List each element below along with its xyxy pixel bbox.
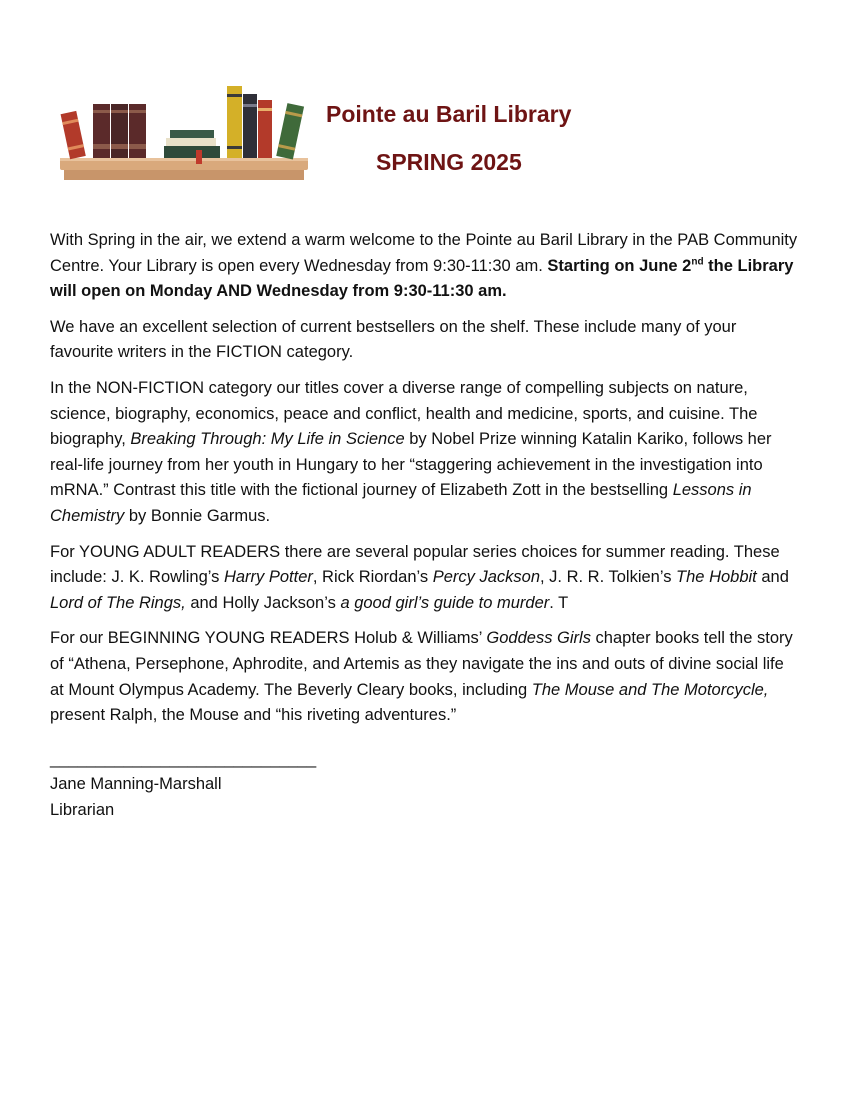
ya-text: and Holly Jackson’s [185,593,341,612]
page-title: Pointe au Baril Library [326,101,572,127]
signature-role: Librarian [50,800,115,819]
signature-line: _____________________________ [50,749,317,768]
intro-paragraph [50,228,802,305]
ya-text: , Rick Riordan’s [312,568,433,587]
fiction-paragraph: We have an excellent selection of current bestsellers on the shelf. These include many of your favourite writers in the FICTION category. [50,317,737,362]
beginning-text: chapter books tell the story of “Athena, Persephone, Aphrodite, and Artemis as they navigate the ins and outs of divine social life at Mount Olympus Academy. The Beverly Cleary books, including [50,629,793,699]
ya-text: , J. R. R. Tolkien’s [540,568,677,587]
book-title: a good girl’s guide to murder [340,593,550,612]
nonfiction-text: In the NON-FICTION category our titles cover a diverse range of compelling subjects on nature, science, biography, economics, peace and conflict, health and medicine, sports, and cuisine. The biography, [50,378,758,449]
book-title: Harry Potter [223,568,313,587]
page-subtitle: SPRING 2025 [376,149,522,175]
nonfiction-text: by Bonnie Garmus. [124,506,271,525]
signature-name: Jane Manning-Marshall [50,775,222,794]
ya-text: and [756,568,789,587]
bookshelf-icon [56,80,312,186]
beginning-readers-paragraph [50,626,802,728]
nonfiction-text: by Nobel Prize winning Katalin Kariko, follows her real-life journey from her youth in Hungary to her “staggering achievement in the investigation into mRNA.” Contrast this title with the fictional journey of Elizabeth Zott in the bestselling [50,430,772,500]
intro-text: With Spring in the air, we extend a warm welcome to the Pointe au Baril Library in the PAB Community Centre. Your Library is open every Wednesday from 9:30-11:30 am. [50,231,798,275]
book-title: Lord of The Rings, [50,593,186,612]
book-title: Lessons in Chemistry [50,481,752,525]
letter-body [50,228,802,823]
book-title: Percy Jackson [432,568,541,587]
book-title: The Mouse and The Motorcycle, [531,680,769,699]
book-title: Goddess Girls [486,629,591,648]
nonfiction-paragraph [50,376,802,530]
ya-text: For YOUNG ADULT READERS there are several popular series choices for summer reading. These include: J. K. Rowling’s [50,542,780,587]
young-adult-paragraph [50,540,802,617]
header [0,0,850,200]
announcement-end: the Library will open on Monday AND Wednesday from 9:30-11:30 am. [50,256,794,301]
beginning-text: present Ralph, the Mouse and “his riveting adventures.” [50,706,457,725]
beginning-text: For our BEGINNING YOUNG READERS Holub & Williams’ [50,629,487,648]
announcement-start: Starting on June 2 [547,256,692,275]
ya-text: . T [549,593,569,612]
book-title: The Hobbit [676,568,757,587]
ordinal-suffix: nd [691,256,704,268]
book-title: Breaking Through: My Life in Science [130,430,405,449]
